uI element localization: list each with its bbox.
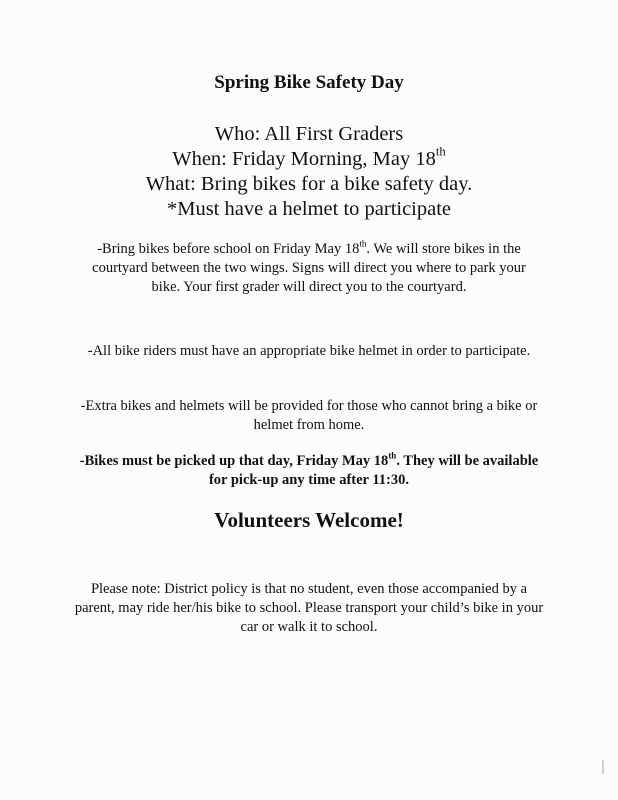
when-text: When: Friday Morning, May 18	[172, 148, 436, 170]
p4-ordinal: th	[388, 450, 397, 461]
paragraph-pick-up	[70, 452, 548, 490]
flyer-title: Spring Bike Safety Day	[214, 72, 404, 93]
p4-text-a: -Bikes must be picked up that day, Friday May 18	[79, 453, 389, 469]
paragraph-extra-bikes: -Extra bikes and helmets will be provided for those who cannot bring a bike or helmet from home.	[80, 398, 538, 433]
paragraph-drop-off	[80, 240, 538, 297]
p1-text-b: . We will store bikes in the courtyard between the two wings. Signs will direct you where to park your bike. Your first grader will direct you to the courtyard.	[92, 241, 526, 295]
when-line	[0, 144, 618, 172]
p1-ordinal: th	[359, 238, 367, 249]
who-line: Who: All First Graders	[214, 123, 404, 145]
scan-artifact	[602, 760, 604, 774]
when-ordinal: th	[435, 144, 446, 159]
paragraph-helmet-requirement: -All bike riders must have an appropriate bike helmet in order to participate.	[87, 343, 531, 359]
district-policy-note: Please note: District policy is that no student, even those accompanied by a parent, may ride her/his bike to school. Please transport your child’s bike in your car or walk it to school.	[74, 581, 544, 635]
p1-text-a: -Bring bikes before school on Friday May 18	[97, 241, 360, 257]
p4-text-b: . They will be available for pick-up any time after 11:30.	[208, 453, 539, 488]
helmet-line: *Must have a helmet to participate	[166, 198, 452, 220]
event-details	[0, 122, 618, 222]
what-line: What: Bring bikes for a bike safety day.	[145, 173, 473, 195]
volunteers-heading: Volunteers Welcome!	[214, 508, 404, 532]
